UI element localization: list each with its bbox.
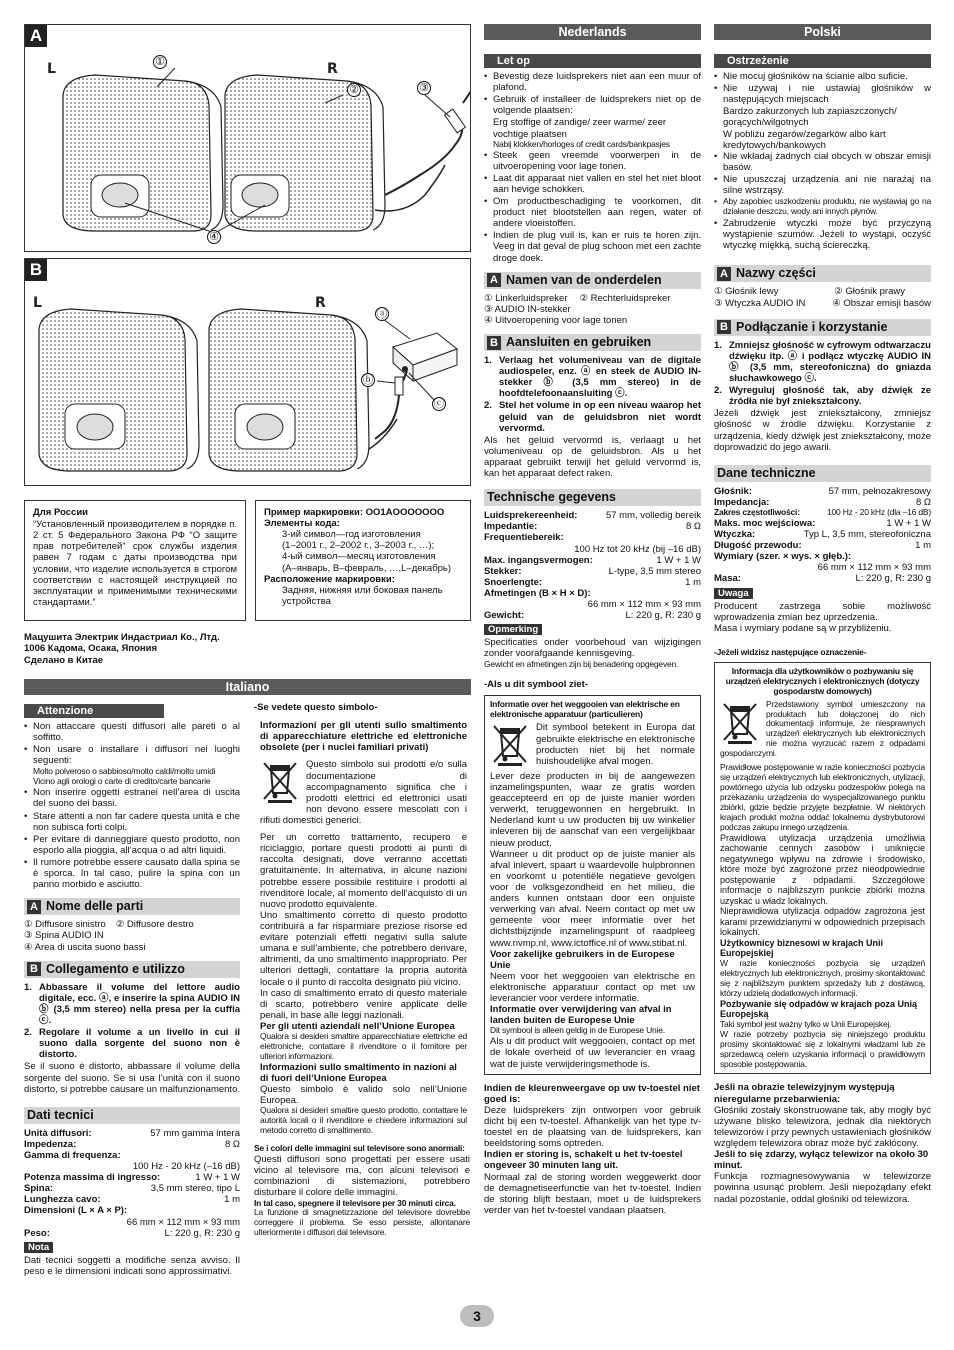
spec-row [24, 1205, 240, 1216]
attention-list-2 [24, 787, 240, 890]
attention-item: • Steek geen vreemde voorwerpen in de uitvoeropening voor lage tonen. [484, 150, 701, 172]
weee-text: Neem voor het weggooien van elektrische en elektronische apparatuur contact op met uw leverancier voor verdere informatie. [490, 970, 695, 1005]
spec-title: Dane techniczne [717, 465, 816, 480]
polski-col [714, 50, 931, 1205]
figure-a [24, 24, 471, 252]
attention-list [24, 721, 240, 766]
part-item: ③ Spina AUDIO IN [24, 930, 104, 942]
marking-line: (1–2001 г., 2–2002 г., 3–2003 г., …); [282, 540, 435, 552]
spec-row [24, 1172, 240, 1183]
attention-item: • Stare attenti a non far cadere questa unità e che non subisca forti colpi. [24, 811, 240, 833]
weee-text: Taki symbol jest ważny tylko w Unii Europejskej. [720, 1018, 892, 1029]
spec-value: 1 m [685, 576, 701, 588]
connection-title: Aansluiten en gebruiken [506, 335, 652, 350]
nederlands-col [484, 50, 701, 1216]
part-item: ② Rechterluidspreker [579, 292, 671, 304]
tv-heading: In tal caso, spegnere il televisore per 30 minuti circa. [254, 1197, 456, 1208]
spec-value: L: 220 g, R: 230 g [855, 573, 931, 585]
tv-text: Głośniki zostały skonstruowane tak, aby mogły być używane blisko telewizora, jednak dla niektórych telewizorów i przy pewnych ustawieniach głośników względem telewizora obraz może być zakłócony. [714, 1104, 932, 1149]
callout-4: ④ [207, 230, 221, 244]
spec-key: Afmetingen (B × H × D): [484, 587, 591, 599]
spec-row [24, 1194, 240, 1205]
attention-label: Ostrzeżenie [714, 54, 931, 68]
figure-a-letter: A [25, 25, 47, 47]
parts-heading [484, 272, 701, 289]
spec-row [24, 1183, 240, 1194]
note-label: Nota [24, 1242, 53, 1253]
spec-heading [484, 489, 701, 506]
part-item: ④ Obszar emisji basów [832, 297, 931, 309]
page-number: 3 [460, 1305, 494, 1327]
spec-row [24, 1228, 240, 1239]
step-text: Wyreguluj głośność tak, aby dźwięk ze źródła nie był zniekształcony. [729, 385, 931, 408]
weee-text: Prawidłowa utylizacja urządzenia umożliwia zachowanie cennych zasobów i uniknięcie negatywnego wpływu na zdrowie i środowisko, które może być zagrożone przez nieodpowiednie postępowanie z odpadami. Szczegółowe informacje o najbliższym punkcie zbiórki można uzyskać u władz lokalnych. [720, 832, 925, 906]
tv-text: Normaal zal de storing worden weggewerkt door de demagnetiseerfunctie van het tv-toestel. Indien de storing blijft bestaan, moet u de luidsprekers verder van het tv-toestel vandaan plaatsen. [484, 1171, 701, 1216]
marking-code-elements: Элементы кода: [264, 518, 340, 530]
spec-value: 1 m [915, 540, 931, 552]
weee-subheading: Per gli utenti aziendali nell’Unione Europea [260, 1020, 455, 1032]
weee-subheading: Informazioni sullo smaltimento in nazioni al di fuori dell’Unione Europea [260, 1061, 457, 1084]
spec-value: Typ L, 3,5 mm, stereofoniczna [803, 528, 931, 540]
weee-subheading: Pozbywanie się odpadów w krajach poza Unią Europejską [720, 998, 918, 1020]
spec-value: L: 220 g, R: 230 g [625, 610, 701, 622]
spec-key: Dimensioni (L × A × P): [24, 1205, 128, 1217]
spec-key: Max. ingangsvermogen: [484, 554, 593, 566]
connection-step: 1. Abbassare il volume del lettore audio digitale, ecc. ⓐ, e inserire la spina AUDIO IN ⓑ (3,5 mm stereo) nella presa per la cuffia ⓒ. [24, 981, 240, 1026]
attention-list [714, 71, 931, 105]
attention-item: • Nie mocuj głośników na ścianie albo suficie. [714, 71, 931, 82]
spec-key: Maks. moc wejściowa: [714, 517, 816, 529]
connection-note: Jeżeli dźwięk jest zniekształcony, zmniejsz głośność w źródle dźwięku. Korzystanie z urządzenia, kiedy dźwięk jest zniekształcony, może doprowadzić do jego awarii. [714, 408, 931, 453]
part-item: ① Diffusore sinistro [24, 919, 106, 931]
weee-text: Qualora si desideri smaltire apparecchiature elettriche ed elettroniche, contattare il rivenditore o il fornitore per ulteriori informazioni. [260, 1031, 467, 1061]
spec-key: Snoerlengte: [484, 576, 543, 588]
spec-value: 1 W + 1 W [195, 1172, 240, 1184]
spec-key: Unità diffusori: [24, 1127, 92, 1139]
callout-1: ① [153, 55, 167, 69]
section-a-badge: A [487, 273, 501, 287]
spec-key: Gewicht: [484, 610, 525, 622]
tv-text: La funzione di smagnetizzazione del televisore dovrebbe correggere il problema. Se esso persiste, allontanare ulteriormente i diffusori dal televisore. [254, 1207, 470, 1238]
weee-text: Dit symbool is alleen geldig in de Europese Unie. [490, 1025, 665, 1036]
section-b-badge: B [717, 320, 731, 334]
spec-key: Lunghezza cavo: [24, 1194, 101, 1206]
left-speaker-label: L [33, 295, 42, 311]
parts-heading [24, 898, 240, 915]
spec-title: Dati tecnici [27, 1107, 94, 1122]
spec-value: 57 mm, pełnozakresowy [828, 485, 931, 497]
spec-row [714, 573, 931, 584]
attention-subitem: Nabij klokken/horloges of credit cards/bankpasjes [493, 138, 670, 149]
tv-heading: Indien er storing is, schakelt u het tv-toestel ongeveer 30 minuten lang uit. [484, 1149, 683, 1172]
spec-key: Impedenza: [24, 1138, 77, 1150]
weee-subheading: Użytkownicy biznesowi w krajach Unii Europejskiej [720, 937, 884, 959]
figure-b [24, 258, 471, 486]
manufacturer-address [24, 632, 220, 666]
part-item: ② Głośnik prawy [834, 286, 905, 298]
callout-3: ③ [417, 81, 431, 95]
spec-row [24, 1150, 240, 1161]
step-text: Regolare il volume a un livello in cui il suono dalla sorgente del suono non è distorto. [39, 1027, 240, 1061]
spec-value: 8 Ω [685, 521, 701, 533]
russia-box-text: “Установленный производителем в порядке п. 2 ст. 5 Федерального Закона РФ “О защите прав потребителей” срок службы изделия равен 7 годам с даты производства при условии, что изделие используется в строгом соответствии с настоящей инструкцией по эксплуатации и применимыми техническими стандартами.” [33, 519, 237, 608]
address-line: 1006 Кадома, Осака, Япония [24, 643, 158, 655]
note-text: Specificaties onder voorbehoud van wijzigingen zonder voorafgaande kennisgeving. [484, 637, 701, 660]
spec-value: 57 mm gamma intera [150, 1127, 240, 1139]
attention-item: • Non inserire oggetti estranei nell’area di uscita del suono dei bassi. [24, 787, 240, 809]
attention-item: • Gebruik of installeer de luidsprekers niet op de volgende plaatsen: [484, 94, 701, 116]
italiano-col-2 [254, 702, 470, 1238]
spec-row [484, 610, 701, 621]
note-text: Masa i wymiary podane są w przybliżeniu. [714, 622, 892, 634]
callout-2: ② [347, 83, 361, 97]
spec-value: L-type, 3,5 mm stereo [608, 565, 701, 577]
spec-row [484, 588, 701, 599]
weee-subheading: Voor zakelijke gebruikers in de Europese Unie [490, 948, 675, 971]
spec-key: Peso: [24, 1227, 50, 1239]
spec-value: 100 Hz - 20 kHz (–16 dB) [132, 1161, 240, 1173]
speakers-illustration-a [25, 25, 471, 252]
note-text: Dati tecnici soggetti a modifiche senza avviso. Il peso e le dimensioni indicati sono approssimativi. [24, 1254, 240, 1277]
attention-list-2 [714, 151, 931, 252]
parts-title: Namen van de onderdelen [506, 272, 662, 287]
italiano-col-1 [24, 700, 240, 1277]
spec-row [484, 544, 701, 555]
spec-row [714, 508, 931, 518]
spec-row [714, 529, 931, 540]
figure-b-letter: B [25, 259, 47, 281]
crossed-bin-icon [260, 759, 300, 803]
weee-text: Nieprawidłowa utylizacja odpadów zagrożona jest karami przewidzianymi w odpowiednich przepisach lokalnych. [720, 906, 925, 938]
attention-list [484, 71, 701, 116]
connection-step: 1. Verlaag het volumeniveau van de digitale audiospeler, enz. ⓐ en steek de AUDIO IN-stekker ⓑ (3,5 mm stereo) in de hoofdtelefoonaansluiting ⓒ. [484, 355, 701, 400]
spec-key: Impedantie: [484, 521, 538, 533]
section-b-badge: B [487, 336, 501, 350]
marking-example-box [255, 500, 471, 621]
connection-step: 2. Regolare il volume a un livello in cui il suono dalla sorgente del suono non è distorto. [24, 1027, 240, 1061]
weee-box [254, 717, 470, 1136]
connection-title: Collegamento e utilizzo [46, 961, 185, 976]
spec-key: Impedancja: [714, 496, 770, 508]
marking-line: (A–январь, B–февраль, …,L–декабрь) [282, 562, 452, 574]
spec-heading [24, 1107, 240, 1124]
tv-heading: Se i colori delle immagini sul televisore sono anormali: [254, 1143, 465, 1154]
tv-heading: Indien de kleurenweergave op uw tv-toestel niet goed is: [484, 1082, 700, 1105]
spec-title: Technische gegevens [487, 490, 616, 505]
connection-title: Podłączanie i korzystanie [736, 319, 888, 334]
spec-value: 100 Hz - 20 kHz (dla –16 dB) [826, 506, 931, 517]
spec-row [24, 1139, 240, 1150]
step-text: Abbassare il volume del lettore audio digitale, ecc. ⓐ, e inserire la spina AUDIO IN ⓑ (3,5 mm stereo) nella presa per la cuffia ⓒ. [39, 981, 240, 1026]
attention-item: • Bevestig deze luidsprekers niet aan een muur of plafond. [484, 71, 701, 93]
polski-header: Polski [714, 24, 931, 40]
weee-text: Wanneer u dit product op de juiste manier als afval inlevert, spaart u waardevolle hulpbronnen en voorkomt u potentiële negatieve gevolgen voor de volksgezondheid en het milieu, die anders kunnen ontstaan door een onjuiste verwerking van afval. Neem contact op met uw gemeente voor meer informatie over het dichtstbijzijnde inzamelingspunt of raadpleeg www.nvmp.nl, www.ictoffice.nl of www.stibat.nl. [490, 848, 695, 949]
step-text: Verlaag het volumeniveau van de digitale audiospeler, enz. ⓐ en steek de AUDIO IN-stekker ⓑ (3,5 mm stereo) in de hoofdtelefoonaansluiting ⓒ. [499, 355, 701, 400]
spec-key: Gamma di frequenza: [24, 1149, 121, 1161]
spec-row [484, 510, 701, 521]
callout-a: ⓐ [376, 307, 388, 320]
crossed-bin-icon [720, 700, 760, 744]
spec-row [484, 599, 701, 610]
weee-text: Als u dit product wilt weggooien, contact op met de lokale overheid of uw leverancier en vraag wat de juiste verwijderingsmethode is. [490, 1036, 695, 1070]
spec-row [714, 486, 931, 497]
spec-row [714, 551, 931, 562]
tv-heading: Jeśli to się zdarzy, wyłącz telewizor na około 30 minut. [714, 1149, 929, 1172]
weee-subheading: Informatie over verwijdering van afval in landen buiten de Europese Unie [490, 1004, 672, 1027]
spec-value: 100 Hz tot 20 kHz (bij –16 dB) [574, 543, 701, 555]
part-item: ① Głośnik lewy [714, 286, 779, 298]
spec-table [714, 486, 931, 585]
connection-note: Se il suono è distorto, abbassare il volume della sorgente del suono. Se si usa l’unità con il suono distorto, si potrebbe causare un malfunzionamento. [24, 1061, 240, 1095]
spec-key: Długość przewodu: [714, 540, 802, 552]
attention-item: • Laat dit apparaat niet vallen en stel het niet bloot aan hevige schokken. [484, 173, 701, 195]
marking-line: Задняя, нижняя или боковая панель устройства [282, 584, 443, 607]
weee-text: Przedstawiony symbol umieszczony na produktach lub dołączonej do nich dokumentacji informuje, że niesprawnych urządzeń elektrycznych lub elektronicznych nie można wyrzucać razem z odpadami gospodarczymi. [720, 698, 925, 759]
connection-steps [484, 355, 701, 434]
attention-subitem: Vicino agli orologi o carte di credito/carte bancarie [33, 776, 211, 787]
weee-text: In caso di smaltimento errato di questo materiale di scarto, potrebbero venire applicate delle penali, in base alle leggi nazionali. [260, 987, 467, 1021]
note-label: Uwaga [714, 588, 753, 599]
symbol-heading: -Se vedete questo simbolo- [254, 702, 378, 713]
step-text: Zmniejsz głośność w cyfrowym odtwarzaczu dźwięku itp. ⓐ i podłącz wtyczkę AUDIO IN ⓑ (3,5 mm, stereofoniczna) do gniazda słuchawkowego ⓒ. [729, 339, 931, 384]
spec-key: Spina: [24, 1183, 54, 1195]
connection-heading [714, 319, 931, 336]
parts-title: Nome delle parti [46, 899, 144, 914]
connection-step: 2. Wyreguluj głośność tak, aby dźwięk ze źródła nie był zniekształcony. [714, 385, 931, 408]
weee-text: Questo simbolo sui prodotti e/o sulla documentazione di accompagnamento significa che i prodotti elettrici ed elettronici usati non devono essere mescolati con i rifiuti domestici generici. [260, 759, 467, 826]
section-b-badge: B [27, 962, 41, 976]
russia-service-life-box [24, 500, 246, 621]
callout-c: ⓒ [433, 397, 445, 410]
spec-row [24, 1217, 240, 1228]
weee-box [714, 662, 931, 1075]
connection-heading [24, 961, 240, 978]
spec-row [714, 518, 931, 529]
weee-text: W razie konieczności pozbycia się urządzeń elektrycznych lub elektronicznych, prosimy skontaktować się z najbliższym punktem sprzedaży lub z dostawcą, którzy udzielą dodatkowych informacji. [720, 957, 925, 998]
address-line: Сделано в Китае [24, 654, 104, 666]
spec-row [484, 577, 701, 588]
attention-item: • Il rumore potrebbe essere causato dalla spina se è sporca. In tal caso, pulire la spina con un panno morbido e asciutto. [24, 857, 240, 890]
parts-heading [714, 265, 931, 282]
spec-row [714, 562, 931, 573]
connection-step: 2. Stel het volume in op een niveau waarop het geluid van de geluidsbron niet wordt vervormd. [484, 400, 701, 434]
tv-text: Funkcja rozmagnesowywania w telewizorze powinna usunąć problem. Jeśli niepożądany efekt nadal pozostanie, oddal głośniki od telewizora. [714, 1171, 931, 1205]
weee-title: Informacja dla użytkowników o pozbywaniu się urządzeń elektrycznych i elektronicznych (dotyczy gospodarstw domowych) [725, 665, 920, 696]
address-line: Мацушита Электрик Индастриал Ко., Лтд. [24, 632, 220, 643]
weee-box [484, 695, 701, 1075]
attention-subitem: Molto polveroso o sabbioso/molto caldi/molto umidi [33, 766, 216, 777]
spec-row [484, 566, 701, 577]
tv-text: Deze luidsprekers zijn ontworpen voor gebruik dicht bij een tv-toestel. Afhankelijk van het type tv-toestel en de plaatsing van de luidsprekers, kan beeldstoring soms optreden. [484, 1104, 701, 1150]
spec-value: 8 Ω [224, 1138, 240, 1150]
right-speaker-label: R [315, 295, 326, 311]
weee-title: Informatie over het weggooien van elektrische en elektronische apparatuur (particulieren) [490, 698, 680, 719]
part-item: ① Linkerluidspreker [484, 292, 568, 304]
attention-label: Attenzione [24, 704, 164, 718]
part-item: ③ Wtyczka AUDIO IN [714, 297, 806, 309]
weee-text: Uno smaltimento corretto di questo prodotto contribuirà a far risparmiare preziose risorse ed evitare potenziali effetti negativi sulla salute umana e sull’ambiente, che potrebbero derivare, altrimenti, da uno smaltimento inappropriato. Per ulteriori dettagli, contattare la propria autorità locale o il punto di raccolta designato più vicino. [260, 909, 467, 988]
spec-row [484, 532, 701, 543]
parts-title: Nazwy części [736, 266, 816, 281]
spec-value: 66 mm × 112 mm × 93 mm [126, 1216, 240, 1228]
spec-row [24, 1161, 240, 1172]
tv-text: Questi diffusori sono progettati per essere usati vicino al televisore ma, con alcuni televisori e combinazioni di sistemazioni, potrebbero disturbare il colore delle immagini. [254, 1154, 470, 1199]
spec-key: Frequentiebereik: [484, 532, 564, 544]
callout-b: ⓑ [362, 373, 374, 386]
weee-text: Questo simbolo è valido solo nell’Unione Europea. [260, 1084, 467, 1107]
marking-location-title: Расположение маркировки: [264, 573, 395, 585]
weee-text: Prawidłowe postępowanie w razie konieczności pozbycia się urządzeń elektrycznych lub elektronicznych, utylizacji, powtórnego użycia lub odzysku podzespołów polega na przekazaniu urządzenia do wyspecjalizowanego punktu zbiórki, gdzie będzie przyjęte bezpłatnie. W niektórych krajach produkt można oddać lokalnemu dystrybutorowi podczas zakupu innego urządzenia. [720, 762, 925, 832]
marking-line: 3-ий символ—год изготовления [282, 529, 421, 541]
weee-text: Lever deze producten in bij de aangewezen inzamelingspunten, waar ze gratis worden geaccepteerd en op de juiste manier worden verwerkt, teruggewonnen en hergebruikt. In Nederland kunt u uw producten bij uw winkelier inleveren bij de aanschaf van een vergelijkbaar nieuw product. [490, 770, 695, 849]
speakers-illustration-b [25, 259, 471, 486]
spec-key: Wtyczka: [714, 528, 756, 540]
spec-table [484, 510, 701, 621]
attention-item: • Indien de plug vuil is, kan er ruis te horen zijn. Veeg in dat geval de plug schoon met een zachte droge doek. [484, 230, 701, 263]
spec-value: 1 m [224, 1194, 240, 1206]
attention-subitem: Bardzo zakurzonych lub zapiaszczonych/ gorących/wilgotnych [723, 106, 897, 129]
right-speaker-label: R [327, 61, 338, 77]
symbol-heading: -Als u dit symbool ziet- [484, 679, 588, 691]
step-text: Stel het volume in op een niveau waarop het geluid van de geluidsbron niet wordt vervormd. [499, 400, 701, 434]
spec-key: Głośnik: [714, 485, 753, 497]
connection-note: Als het geluid vervormd is, verlaagt u het volumeniveau op de geluidsbron. Als u het apparaat gebruikt terwijl het geluid vervormd is, kan het apparaat defect raken. [484, 434, 701, 480]
note-label: Opmerking [484, 624, 542, 635]
connection-step: 1. Zmniejsz głośność w cyfrowym odtwarzaczu dźwięku itp. ⓐ i podłącz wtyczkę AUDIO IN ⓑ (3,5 mm, stereofoniczna) do gniazda słuchawkowego ⓒ. [714, 339, 931, 384]
spec-value: 3,5 mm stereo, tipo L [150, 1183, 240, 1195]
spec-row [714, 540, 931, 551]
spec-key: Luidsprekereenheid: [484, 510, 578, 522]
italiano-header: Italiano [24, 679, 471, 695]
section-a-badge: A [717, 267, 731, 281]
spec-table [24, 1128, 240, 1239]
spec-value: 57 mm, volledig bereik [605, 510, 701, 522]
spec-value: 66 mm × 112 mm × 93 mm [587, 599, 701, 611]
symbol-heading: -Jeżeli widzisz następujące oznaczenie- [714, 646, 867, 657]
marking-title: Пример маркировки: OO1AOOOOOOO [264, 507, 445, 518]
spec-key: Zakres częstotliwości: [714, 506, 800, 517]
attention-item: • Nie wkładaj żadnych ciał obcych w obszar emisji basów. [714, 151, 931, 173]
crossed-bin-icon [490, 722, 530, 766]
left-speaker-label: L [47, 61, 56, 77]
weee-text: Dit symbool betekent in Europa dat gebruikte elektrische en elektronische producten niet bij het normale huishoudelijke afval mogen. [536, 722, 695, 767]
section-a-badge: A [27, 900, 41, 914]
weee-text: Qualora si desideri smaltire questo prodotto, contattare le autorità locali o il rivenditore e chiedere informazioni sul metodo corretto di smaltimento. [260, 1105, 467, 1136]
spec-heading [714, 465, 931, 482]
spec-row [484, 521, 701, 532]
spec-value: 1 W + 1 W [886, 517, 931, 529]
part-item: ② Diffusore destro [115, 919, 194, 931]
note-text: Gewicht en afmetingen zijn bij benadering opgegeven. [484, 658, 679, 669]
nederlands-header: Nederlands [484, 24, 701, 40]
attention-item: • Non attaccare questi diffusori alle pareti o al soffitto. [24, 721, 240, 743]
weee-title: Informazioni per gli utenti sullo smaltimento di apparecchiature elettriche ed elettroniche obsolete (per i nuclei familiari privati) [260, 720, 467, 754]
spec-key: Potenza massima di ingresso: [24, 1172, 161, 1184]
attention-subitem: W pobliżu zegarów/zegarków albo kart kredytowych/bankowych [723, 128, 886, 151]
spec-row [24, 1128, 240, 1139]
spec-value: 1 W + 1 W [656, 554, 701, 566]
attention-subitem: Erg stoffige of zandige/ zeer warme/ zeer vochtige plaatsen [493, 117, 667, 140]
attention-list-2 [484, 150, 701, 264]
spec-key: Stekker: [484, 565, 522, 577]
part-item: ③ AUDIO IN-stekker [484, 303, 571, 315]
attention-item: • Non usare o installare i diffusori nei luoghi seguenti: [24, 744, 240, 766]
connection-steps [714, 340, 931, 408]
weee-text: Per un corretto trattamento, recupero e riciclaggio, portare questi prodotti ai punti di raccolta designati, dove verranno accettati gratuitamente. In alternativa, in alcune nazioni potrebbe essere possibile restituire i prodotti al rivenditore locale, al momento dell’acquisto di un nuovo prodotto equivalente. [260, 832, 467, 910]
connection-heading [484, 334, 701, 351]
note-text: Producent zastrzega sobie możliwość wprowadzenia zmian bez uprzedzenia. [714, 600, 931, 623]
attention-label: Let op [484, 54, 701, 68]
spec-key: Masa: [714, 573, 741, 585]
spec-key: Wymiary (szer. × wys. × głęb.): [714, 551, 852, 563]
russia-box-title: Для России [33, 507, 89, 518]
attention-item: • Aby zapobiec uszkodzeniu produktu, nie wystawiaj go na działanie deszczu, wody ani innych płynów. [714, 197, 931, 217]
spec-value: L: 220 g, R: 230 g [164, 1227, 240, 1239]
attention-item: • Nie upuszczaj urządzenia ani nie narażaj na silne wstrząsy. [714, 174, 931, 196]
attention-item: • Nie używaj i nie ustawiaj głośników w następujących miejscach [714, 83, 931, 105]
spec-value: 66 mm × 112 mm × 93 mm [817, 562, 931, 574]
attention-item: • Zabrudzenie wtyczki może być przyczyną wystąpienie szumów. Jeżeli to wystąpi, oczyść wtyczkę miękką, suchą ściereczką. [714, 218, 931, 251]
part-item: ④ Uitvoeropening voor lage tonen [484, 314, 628, 326]
spec-row [484, 555, 701, 566]
attention-item: • Om productbeschadiging te voorkomen, dit product niet blootstellen aan regen, water of andere vloeistoffen. [484, 196, 701, 229]
connection-steps [24, 982, 240, 1061]
part-item: ④ Area di uscita suono bassi [24, 941, 146, 953]
weee-text: W razie potrzeby pozbycia się niniejszego produktu prosimy skontaktować się z lokalnymi władzami lub ze sprzedawcą celem uzyskania informacji o prawidłowym sposobie postępowania. [720, 1028, 925, 1069]
attention-item: • Per evitare di danneggiare questo prodotto, non esporlo alla pioggia, all’acqua o ad altri liquidi. [24, 834, 240, 856]
marking-line: 4-ый символ—месяц изготовления [282, 551, 436, 563]
tv-heading: Jeśli na obrazie telewizyjnym występują nieregularne przebarwienia: [714, 1082, 895, 1105]
spec-value: 8 Ω [915, 496, 931, 508]
